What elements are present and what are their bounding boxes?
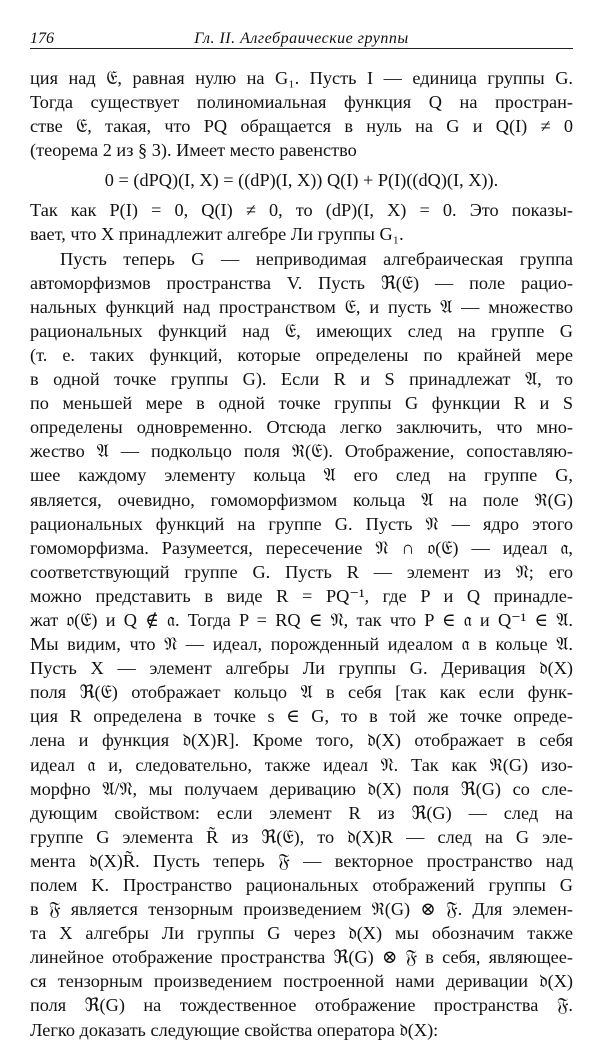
display-formula: 0 = (dPQ)(I, X) = ((dP)(I, X)) Q(I) + P(I)((dQ)(I, X)). [104,170,499,191]
page-number: 176 [30,30,54,47]
text-line: вает, что X принадлежит алгебре Ли группы G₁. [30,224,404,245]
text-line: поля ℜ(G) на тождественное отображение пространства 𝔉. [30,995,573,1016]
text-line: в одной точке группы G). Если R и S принадлежат 𝔄, то [30,369,573,390]
text-line: идеал 𝔞 и, следовательно, также идеал 𝔑. Так как ℜ(G) изо- [30,754,573,775]
text-line: ция R определена в точке s ∈ G, то в той же точке опреде- [30,706,573,727]
text-line: (т. е. таких функций, которые определены по крайней мере [30,344,573,365]
text-line: Мы видим, что 𝔑 — идеал, порожденный идеалом 𝔞 в кольце 𝔄. [30,634,573,655]
text-line: жество 𝔄 — подкольцо поля ℜ(𝔈). Отображение, сопоставляю- [30,441,573,462]
paragraph-first-line: Пусть теперь G — неприводимая алгебраическая группа [60,248,573,269]
text-line: (теорема 2 из § 3). Имеет место равенство [30,140,357,161]
running-head: Гл. II. Алгебраические группы [194,30,409,47]
text-line: соответствующий группе G. Пусть R — элемент из 𝔑; его [30,561,573,582]
text-line: шее каждому элементу кольца 𝔄 его след на группе G, [30,465,573,486]
text-line: ся тензорным произведением построенной нами деривации 𝔡(X) [30,971,573,992]
text-line: Так как P(I) = 0, Q(I) ≠ 0, то (dP)(I, X) = 0. Это показы- [30,200,573,221]
text-line: рациональных функций над 𝔈, имеющих след на группе G [30,320,573,341]
text-line: поля ℜ(𝔈) отображает кольцо 𝔄 в себя [так как если функ- [30,682,573,703]
text-line: гомоморфизма. Разумеется, пересечение 𝔑 ∩ 𝔬(𝔈) — идеал 𝔞, [30,537,573,558]
header-rule [30,48,573,49]
text-line: нальных функций над пространством 𝔈, и пусть 𝔄 — множество [30,296,573,317]
text-line: полем K. Пространство рациональных отображений группы G [30,875,573,895]
text-line: жат 𝔬(𝔈) и Q ∉ 𝔞. Тогда P = RQ ∈ 𝔑, так что P ∈ 𝔞 и Q⁻¹ ∈ 𝔄. [30,609,573,630]
text-line: группе G элемента R̃ из ℜ(𝔈), то 𝔡(X)R — след на G эле- [30,826,573,847]
page-body [30,66,573,1042]
text-line: лена и функция 𝔡(X)R]. Кроме того, 𝔡(X) отображает в себя [30,730,573,751]
text-line: Тогда существует полиномиальная функция Q на простран- [30,92,573,113]
page-header [30,24,573,54]
text-line: мента 𝔡(X)R̃. Пусть теперь 𝔉 — векторное пространство над [30,850,573,871]
text-line: по меньшей мере в одной точке группы G функции R и S [30,393,573,414]
text-line: та X алгебры Ли группы G через 𝔡(X) мы обозначим также [30,923,573,944]
text-line: линейное отображение пространства ℜ(G) ⊗ 𝔉 в себя, являющее- [30,947,573,968]
text-line: Легко доказать следующие свойства оператора 𝔡(X): [30,1019,439,1040]
text-line: является, очевидно, гомоморфизмом кольца 𝔄 на поле ℜ(G) [30,489,573,510]
text-line: рациональных функций на группе G. Пусть 𝔑 — ядро этого [30,513,573,534]
text-line: определены одновременно. Отсюда легко заключить, что мно- [30,417,573,438]
text-line: морфно 𝔄/𝔑, мы получаем деривацию 𝔡(X) поля ℜ(G) со сле- [30,778,573,799]
text-line: стве 𝔈, такая, что PQ обращается в нуль на G и Q(I) ≠ 0 [30,116,573,137]
text-line: автоморфизмов пространства V. Пусть ℜ(𝔈) — поле рацио- [30,272,573,293]
text-line: можно представить в виде R = PQ⁻¹, где P и Q принадле- [30,585,573,606]
text-line: в 𝔉 является тензорным произведением ℜ(G) ⊗ 𝔉. Для элемен- [30,899,573,920]
text-line: ция над 𝔈, равная нулю на G₁. Пусть I — единица группы G. [30,68,573,88]
text-line: Пусть X — элемент алгебры Ли группы G. Деривация 𝔡(X) [30,658,573,679]
text-line: дующим свойством: если элемент R из ℜ(G) — след на [30,802,573,823]
